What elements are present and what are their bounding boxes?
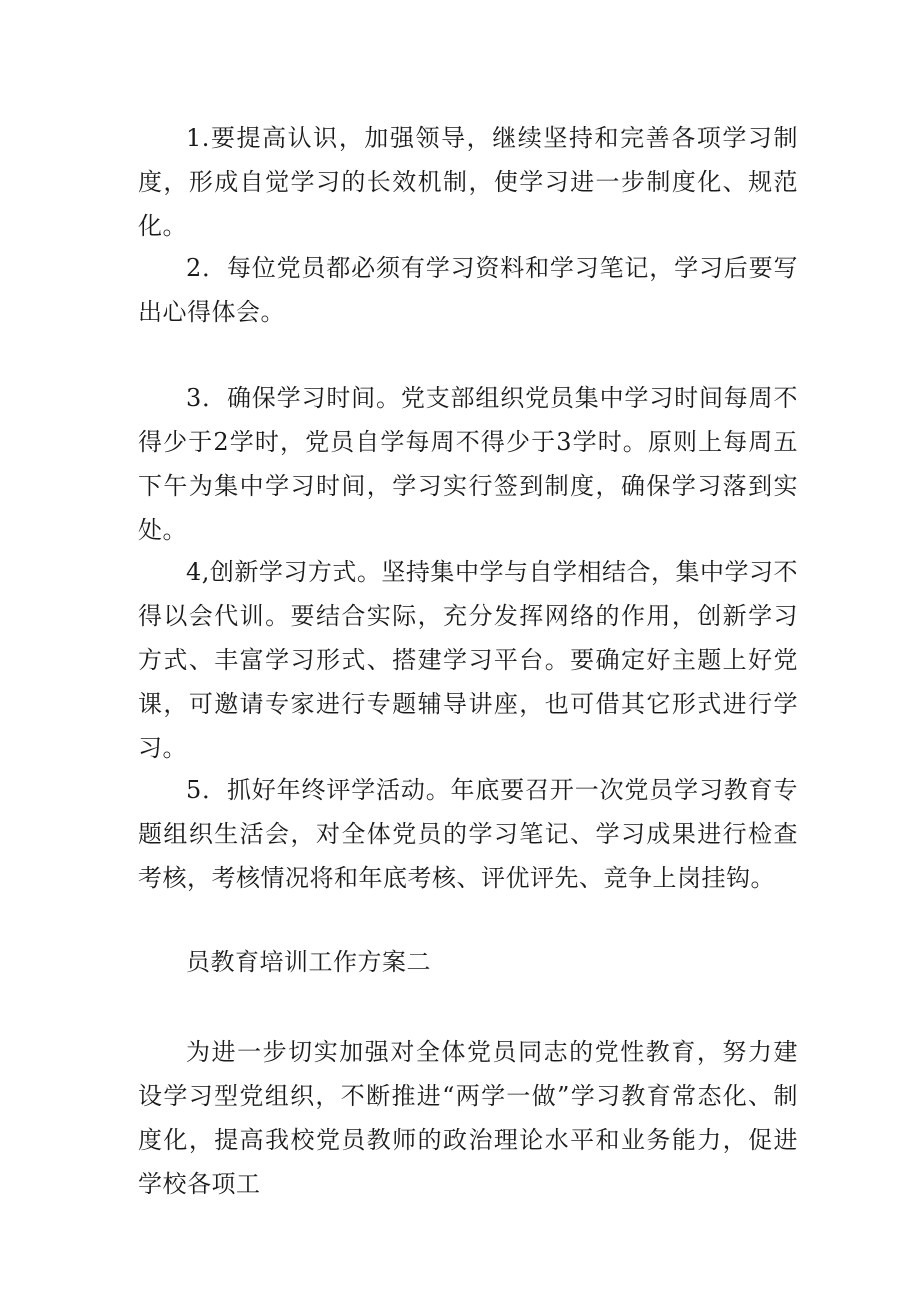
paragraph-4: 4,创新学习方式。坚持集中学与自学相结合，集中学习不得以会代训。要结合实际，充分发挥网络的作用，创新学习方式、丰富学习形式、搭建学习平台。要确定好主题上好党课，可邀请专家进行专题辅导讲座，也可借其它形式进行学习。 (138, 558, 798, 762)
paragraph-5: 5．抓好年终评学活动。年底要召开一次党员学习教育专题组织生活会，对全体党员的学习笔记、学习成果进行检查考核，考核情况将和年底考核、评优评先、竞争上岗挂钩。 (138, 776, 798, 892)
section-title: 员教育培训工作方案二 (186, 948, 431, 976)
intro-paragraph: 为进一步切实加强对全体党员同志的党性教育，努力建设学习型党组织，不断推进“两学一做”学习教育常态化、制度化，提高我校党员教师的政治理论水平和业务能力，促进学校各项工 (138, 1038, 798, 1198)
paragraph-3: 3．确保学习时间。党支部组织党员集中学习时间每周不得少于2学时，党员自学每周不得少于3学时。原则上每周五下午为集中学习时间，学习实行签到制度，确保学习落到实处。 (138, 384, 798, 544)
paragraph-1: 1.要提高认识，加强领导，继续坚持和完善各项学习制度，形成自觉学习的长效机制，使学习进一步制度化、规范化。 (138, 124, 798, 240)
paragraph-2: 2．每位党员都必须有学习资料和学习笔记，学习后要写出心得体会。 (138, 254, 798, 326)
